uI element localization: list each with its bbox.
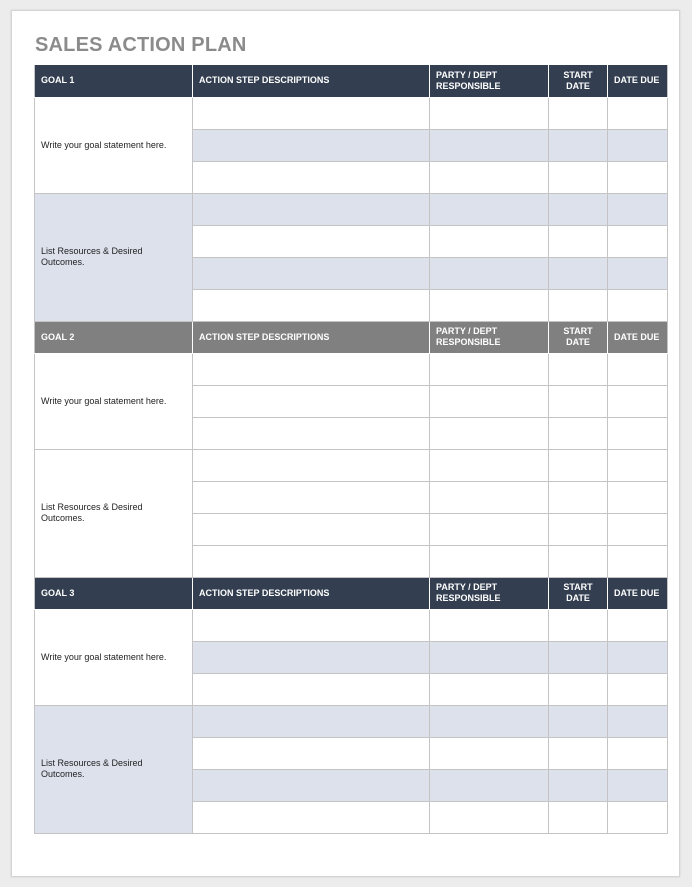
date-due-cell[interactable] <box>608 609 668 641</box>
goal-header-row <box>35 577 668 609</box>
start-date-cell[interactable] <box>549 673 608 705</box>
date-due-cell[interactable] <box>608 193 668 225</box>
start-date-cell[interactable] <box>549 481 608 513</box>
goal-header-row <box>35 65 668 97</box>
goal-label: GOAL 1 <box>35 65 193 97</box>
goal-statement-cell[interactable]: Write your goal statement here. <box>35 97 193 193</box>
date-due-cell[interactable] <box>608 257 668 289</box>
party-cell[interactable] <box>430 385 549 417</box>
start-date-header: START DATE <box>549 577 608 609</box>
date-due-cell[interactable] <box>608 705 668 737</box>
date-due-cell[interactable] <box>608 289 668 321</box>
action-step-cell[interactable] <box>193 289 430 321</box>
goal-header-row <box>35 321 668 353</box>
party-dept-header: PARTY / DEPT RESPONSIBLE <box>430 65 549 97</box>
date-due-cell[interactable] <box>608 417 668 449</box>
action-step-cell[interactable] <box>193 417 430 449</box>
resources-cell[interactable]: List Resources & Desired Outcomes. <box>35 705 193 833</box>
action-step-cell[interactable] <box>193 481 430 513</box>
action-step-cell[interactable] <box>193 513 430 545</box>
goal-section-2 <box>35 321 668 577</box>
start-date-cell[interactable] <box>549 385 608 417</box>
party-cell[interactable] <box>430 769 549 801</box>
date-due-cell[interactable] <box>608 449 668 481</box>
action-step-header: ACTION STEP DESCRIPTIONS <box>193 65 430 97</box>
date-due-cell[interactable] <box>608 225 668 257</box>
party-cell[interactable] <box>430 97 549 129</box>
date-due-cell[interactable] <box>608 385 668 417</box>
start-date-header: START DATE <box>549 321 608 353</box>
party-cell[interactable] <box>430 609 549 641</box>
action-step-cell[interactable] <box>193 673 430 705</box>
action-step-cell[interactable] <box>193 353 430 385</box>
goal-section-1 <box>35 65 668 321</box>
start-date-cell[interactable] <box>549 449 608 481</box>
document-page <box>11 10 680 877</box>
party-cell[interactable] <box>430 481 549 513</box>
action-step-cell[interactable] <box>193 609 430 641</box>
party-cell[interactable] <box>430 257 549 289</box>
party-dept-header: PARTY / DEPT RESPONSIBLE <box>430 321 549 353</box>
start-date-header: START DATE <box>549 65 608 97</box>
party-cell[interactable] <box>430 705 549 737</box>
start-date-cell[interactable] <box>549 705 608 737</box>
action-step-cell[interactable] <box>193 801 430 833</box>
party-cell[interactable] <box>430 449 549 481</box>
action-step-cell[interactable] <box>193 545 430 577</box>
start-date-cell[interactable] <box>549 545 608 577</box>
action-step-cell[interactable] <box>193 129 430 161</box>
action-step-cell[interactable] <box>193 449 430 481</box>
start-date-cell[interactable] <box>549 161 608 193</box>
action-step-cell[interactable] <box>193 737 430 769</box>
date-due-header: DATE DUE <box>608 321 668 353</box>
goal-label: GOAL 2 <box>35 321 193 353</box>
date-due-cell[interactable] <box>608 161 668 193</box>
party-cell[interactable] <box>430 513 549 545</box>
party-cell[interactable] <box>430 737 549 769</box>
goal-section-3 <box>35 577 668 833</box>
resources-cell[interactable]: List Resources & Desired Outcomes. <box>35 193 193 321</box>
party-cell[interactable] <box>430 129 549 161</box>
start-date-cell[interactable] <box>549 193 608 225</box>
goal-statement-cell[interactable]: Write your goal statement here. <box>35 353 193 449</box>
action-step-cell[interactable] <box>193 769 430 801</box>
action-step-header: ACTION STEP DESCRIPTIONS <box>193 321 430 353</box>
action-step-cell[interactable] <box>193 257 430 289</box>
start-date-cell[interactable] <box>549 289 608 321</box>
start-date-cell[interactable] <box>549 417 608 449</box>
action-step-cell[interactable] <box>193 385 430 417</box>
start-date-cell[interactable] <box>549 513 608 545</box>
start-date-cell[interactable] <box>549 737 608 769</box>
date-due-header: DATE DUE <box>608 65 668 97</box>
start-date-cell[interactable] <box>549 801 608 833</box>
goal-label: GOAL 3 <box>35 577 193 609</box>
action-step-cell[interactable] <box>193 641 430 673</box>
date-due-cell[interactable] <box>608 97 668 129</box>
date-due-cell[interactable] <box>608 769 668 801</box>
party-cell[interactable] <box>430 545 549 577</box>
party-cell[interactable] <box>430 225 549 257</box>
start-date-cell[interactable] <box>549 769 608 801</box>
date-due-cell[interactable] <box>608 513 668 545</box>
date-due-header: DATE DUE <box>608 577 668 609</box>
date-due-cell[interactable] <box>608 673 668 705</box>
action-step-cell[interactable] <box>193 225 430 257</box>
action-step-cell[interactable] <box>193 97 430 129</box>
date-due-cell[interactable] <box>608 129 668 161</box>
party-dept-header: PARTY / DEPT RESPONSIBLE <box>430 577 549 609</box>
action-step-cell[interactable] <box>193 161 430 193</box>
date-due-cell[interactable] <box>608 801 668 833</box>
party-cell[interactable] <box>430 161 549 193</box>
party-cell[interactable] <box>430 801 549 833</box>
party-cell[interactable] <box>430 673 549 705</box>
party-cell[interactable] <box>430 641 549 673</box>
start-date-cell[interactable] <box>549 225 608 257</box>
page-title: SALES ACTION PLAN <box>35 34 247 56</box>
goal-statement-cell[interactable]: Write your goal statement here. <box>35 609 193 705</box>
start-date-cell[interactable] <box>549 257 608 289</box>
party-cell[interactable] <box>430 417 549 449</box>
action-plan-table <box>34 65 668 834</box>
start-date-cell[interactable] <box>549 129 608 161</box>
start-date-cell[interactable] <box>549 609 608 641</box>
date-due-cell[interactable] <box>608 737 668 769</box>
date-due-cell[interactable] <box>608 641 668 673</box>
party-cell[interactable] <box>430 193 549 225</box>
action-step-cell[interactable] <box>193 193 430 225</box>
party-cell[interactable] <box>430 353 549 385</box>
action-step-cell[interactable] <box>193 705 430 737</box>
party-cell[interactable] <box>430 289 549 321</box>
start-date-cell[interactable] <box>549 641 608 673</box>
action-step-header: ACTION STEP DESCRIPTIONS <box>193 577 430 609</box>
date-due-cell[interactable] <box>608 353 668 385</box>
resources-cell[interactable]: List Resources & Desired Outcomes. <box>35 449 193 577</box>
date-due-cell[interactable] <box>608 481 668 513</box>
start-date-cell[interactable] <box>549 353 608 385</box>
start-date-cell[interactable] <box>549 97 608 129</box>
date-due-cell[interactable] <box>608 545 668 577</box>
